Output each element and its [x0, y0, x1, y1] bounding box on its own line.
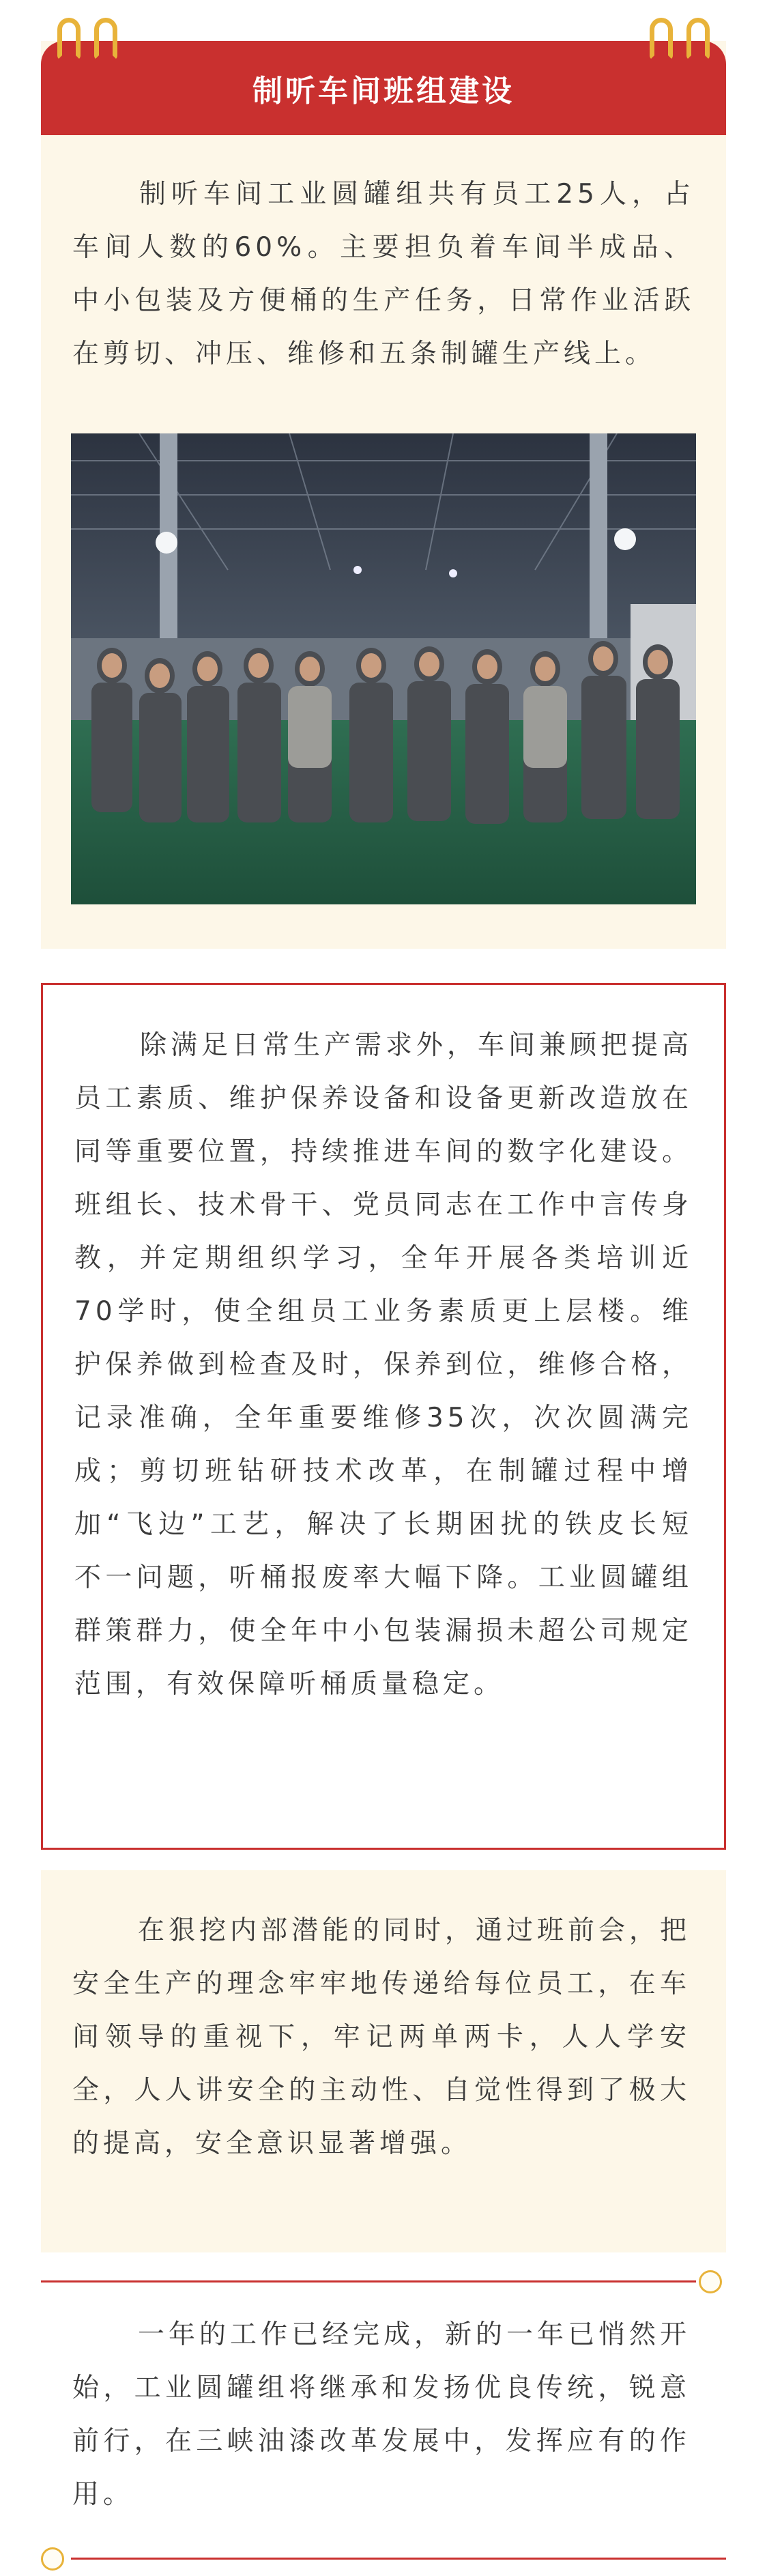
safety-paragraph: 在狠挖内部潜能的同时，通过班前会，把安全生产的理念牢牢地传递给每位员工，在车间领导的重视下，牢记两单两卡，人人学安全，人人讲安全的主动性、自觉性得到了极大的提高，安全意识显著增强。	[72, 1915, 691, 2159]
binder-ring-icon	[94, 18, 117, 60]
divider-circle-icon	[699, 2270, 722, 2293]
page-title: 制听车间班组建设	[252, 74, 515, 109]
bottom-divider	[71, 2558, 726, 2560]
binder-ring-icon	[57, 18, 81, 60]
closing-paragraph: 一年的工作已经完成，新的一年已悄然开始，工业圆罐组将继承和发扬优良传统，锐意前行，在三峡油漆改革发展中，发挥应有的作用。	[72, 2319, 691, 2510]
title-banner	[41, 41, 726, 135]
top-divider	[41, 2280, 696, 2282]
intro-card	[41, 41, 726, 949]
intro-paragraph: 制听车间工业圆罐组共有员工25人，占车间人数的60%。主要担负着车间半成品、中小包装及方便桶的生产任务，日常作业活跃在剪切、冲压、维修和五条制罐生产线上。	[72, 179, 695, 369]
divider-circle-icon	[41, 2547, 64, 2571]
binder-ring-icon	[686, 18, 710, 60]
achievements-card	[41, 983, 726, 1850]
team-photo	[71, 433, 696, 904]
achievements-paragraph: 除满足日常生产需求外，车间兼顾把提高员工素质、维护保养设备和设备更新改造放在同等重要位置，持续推进车间的数字化建设。班组长、技术骨干、党员同志在工作中言传身教，并定期组织学习，全年开展各类培训近70学时，使全组员工业务素质更上层楼。维护保养做到检查及时，保养到位，维修合格，记录准确，全年重要维修35次，次次圆满完成；剪切班钻研技术改革，在制罐过程中增加“飞边”工艺，解决了长期困扰的铁皮长短不一问题，听桶报废率大幅下降。工业圆罐组群策群力，使全年中小包装漏损未超公司规定范围，有效保障听桶质量稳定。	[74, 1030, 693, 1700]
binder-ring-icon	[650, 18, 673, 60]
safety-card	[41, 1870, 726, 2252]
